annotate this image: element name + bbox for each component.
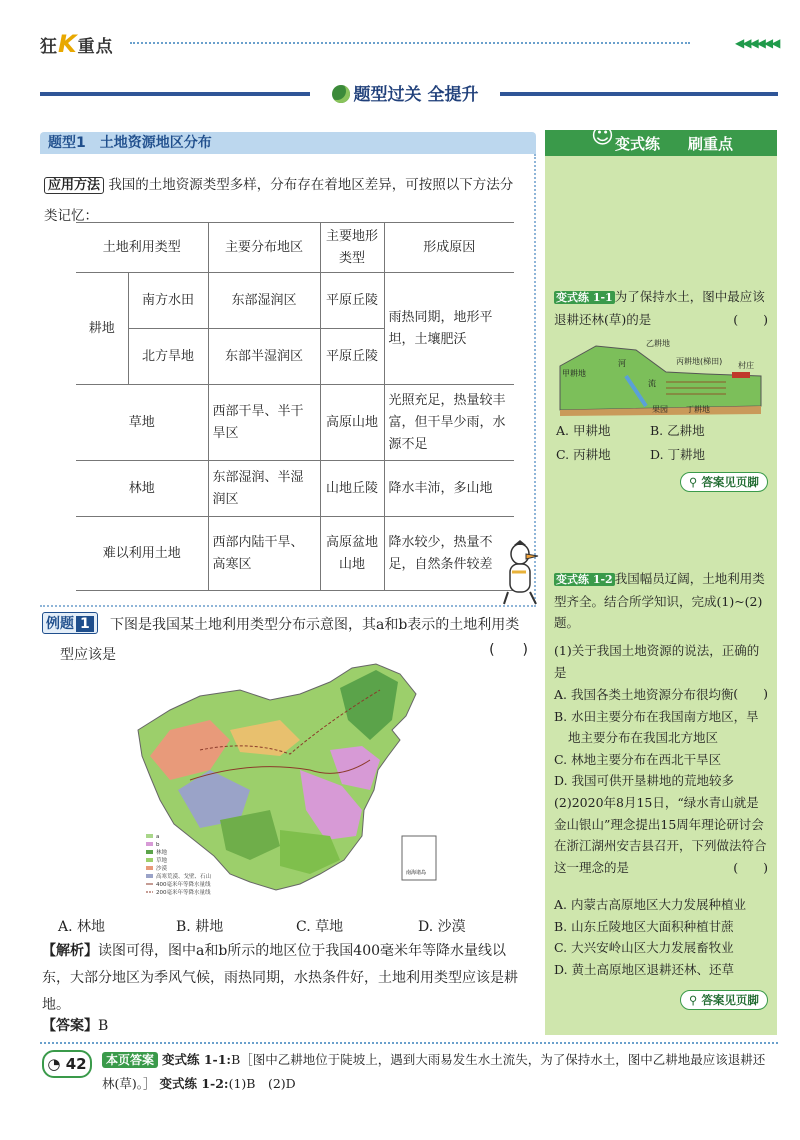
option-a[interactable]: A. 林地 bbox=[58, 919, 106, 935]
option-b[interactable]: B. 耕地 bbox=[176, 919, 224, 935]
legend-item: 草地 bbox=[156, 858, 168, 864]
table-cell: 山地丘陵 bbox=[320, 461, 384, 517]
table-cell: 北方旱地 bbox=[128, 329, 208, 385]
answer-footnote-button[interactable]: ⚲ 答案见页脚 bbox=[680, 472, 768, 492]
q1-option-d[interactable]: D. 丁耕地 bbox=[650, 447, 706, 462]
analysis: 【解析】读图可得，图中a和b所示的地区位于我国400毫米年等降水量线以东，大部分地区为季风气候，雨热同期，水热条件好，土地利用类型应该是耕地。 bbox=[42, 943, 518, 1013]
map-inset-label: 南海诸岛 bbox=[406, 870, 427, 876]
table-cell: 难以利用土地 bbox=[76, 517, 208, 591]
fig-label: 流 bbox=[648, 379, 656, 388]
land-use-map bbox=[130, 660, 475, 906]
table-cell: 光照充足，热量较丰富，但干旱少雨，水源不足 bbox=[384, 385, 514, 461]
table-cell: 东部湿润、半湿润区 bbox=[208, 461, 320, 517]
legend-item: 高寒荒漠、戈壁、石山 bbox=[156, 874, 212, 880]
sub2-options bbox=[554, 894, 768, 980]
table-cell: 西部干旱、半干旱区 bbox=[208, 385, 320, 461]
option-d[interactable]: D. 沙漠 bbox=[418, 919, 466, 935]
table-header-row bbox=[76, 223, 514, 273]
s1-option-d[interactable]: D. 我国可供开垦耕地的荒地较多 bbox=[554, 773, 735, 788]
footer-tag: 本页答案 bbox=[102, 1052, 158, 1068]
s1-option-b[interactable]: B. 水田主要分布在我国南方地区，旱地主要分布在我国北方地区 bbox=[554, 708, 759, 745]
legend-item: 200毫米年等降水量线 bbox=[156, 890, 211, 896]
col-header: 主要分布地区 bbox=[208, 223, 320, 273]
banner-title: 题型过关 全提升 bbox=[322, 80, 488, 106]
s1-option-c[interactable]: C. 林地主要分布在西北干旱区 bbox=[554, 751, 722, 767]
q1-option-c[interactable]: C. 丙耕地 bbox=[556, 447, 611, 462]
table-row bbox=[76, 517, 514, 591]
example-question: 下图是我国某土地利用类型分布示意图，其a和b表示的土地利用类型应该是 bbox=[60, 617, 520, 663]
arrow-icon: ◀◀◀◀◀◀ bbox=[735, 36, 779, 50]
footer-divider bbox=[40, 1042, 778, 1044]
section-title: 题型1 土地资源地区分布 bbox=[40, 132, 536, 154]
table-cell: 林地 bbox=[76, 461, 208, 517]
header-divider bbox=[130, 42, 690, 44]
s2-option-d[interactable]: D. 黄土高原地区退耕还林、还草 bbox=[554, 961, 735, 977]
legend-item: b bbox=[156, 842, 160, 848]
legend-item: 林地 bbox=[156, 850, 168, 856]
method-tag: 应用方法 bbox=[44, 177, 104, 194]
table-cell: 南方水田 bbox=[128, 273, 208, 329]
answer-footnote-button[interactable]: ⚲ 答案见页脚 bbox=[680, 990, 768, 1010]
col-header: 形成原因 bbox=[384, 223, 514, 273]
mascot-illustration bbox=[496, 540, 542, 606]
table-cell: 雨热同期，地形平坦，土壤肥沃 bbox=[384, 273, 514, 385]
page-number: ◔ 42 bbox=[42, 1050, 92, 1078]
brand-logo: 狂K重点 bbox=[40, 30, 114, 58]
col-header: 主要地形类型 bbox=[320, 223, 384, 273]
s2-option-c[interactable]: C. 大兴安岭山区大力发展畜牧业 bbox=[554, 940, 734, 955]
q1-option-a[interactable]: A. 甲耕地 bbox=[556, 423, 611, 438]
banner-rule-left bbox=[40, 92, 310, 96]
s1-option-a[interactable]: A. 我国各类土地资源分布很均衡 bbox=[554, 687, 734, 702]
fig-label: 乙耕地 bbox=[646, 339, 670, 348]
fig-label: 河 bbox=[618, 359, 626, 368]
legend-item: a bbox=[156, 834, 160, 840]
fig-label: 甲耕地 bbox=[562, 369, 586, 378]
answer-paren: ( ) bbox=[489, 642, 528, 658]
table-cell: 降水丰沛，多山地 bbox=[384, 461, 514, 517]
table-cell: 草地 bbox=[76, 385, 208, 461]
table-cell: 东部半湿润区 bbox=[208, 329, 320, 385]
practice-header: ☺ 变式练 刷重点 bbox=[545, 130, 777, 156]
fig-label: 村庄 bbox=[738, 361, 754, 370]
table-cell: 平原丘陵 bbox=[320, 273, 384, 329]
globe-icon bbox=[332, 85, 350, 103]
col-header: 土地利用类型 bbox=[76, 223, 208, 273]
table-row bbox=[76, 273, 514, 329]
table-row bbox=[76, 385, 514, 461]
practice-1-2-sub1: (1)关于我国土地资源的说法，正确的是 ( ) bbox=[554, 643, 768, 701]
q1-option-b[interactable]: B. 乙耕地 bbox=[650, 423, 705, 438]
land-table bbox=[76, 222, 514, 591]
answer: 【答案】B bbox=[42, 1018, 109, 1034]
footer-answers: 本页答案 变式练 1-1:B［图中乙耕地位于陡坡上，遇到大雨易发生水土流失，为了保持水土，图中乙耕地最应该退耕还林(草)。］ 变式练 1-2:(1)B (2)D bbox=[102, 1052, 766, 1091]
fig-label: 丙耕地(梯田) bbox=[676, 357, 723, 366]
s2-option-b[interactable]: B. 山东丘陵地区大面积种植甘蔗 bbox=[554, 918, 734, 934]
legend-item: 400毫米年等降水量线 bbox=[156, 882, 211, 888]
table-cell: 耕地 bbox=[76, 273, 128, 385]
terrain-figure bbox=[556, 336, 766, 416]
practice-1-2-sub2: (2)2020年8月15日，“绿水青山就是金山银山”理念提出15周年理论研讨会在浙江湖州安吉县召开，下列做法符合这一理念的是 ( ) bbox=[554, 795, 768, 875]
table-row bbox=[76, 461, 514, 517]
table-cell: 高原盆地山地 bbox=[320, 517, 384, 591]
practice-1-2: 变式练 1-2 我国幅员辽阔，土地利用类型齐全。结合所学知识，完成(1)~(2)题。 bbox=[554, 571, 765, 630]
student-icon: ☺ bbox=[591, 124, 614, 149]
fig-label: 果园 bbox=[652, 405, 668, 414]
table-cell: 平原丘陵 bbox=[320, 329, 384, 385]
fig-label: 丁耕地 bbox=[686, 405, 710, 414]
table-cell: 高原山地 bbox=[320, 385, 384, 461]
table-cell: 降水较少，热量不足，自然条件较差 bbox=[384, 517, 514, 591]
practice-1-1: 变式练 1-1 为了保持水土，图中最应该退耕还林(草)的是 ( ) bbox=[554, 289, 768, 327]
option-c[interactable]: C. 草地 bbox=[296, 919, 344, 935]
table-cell: 东部湿润区 bbox=[208, 273, 320, 329]
example-tag: 例题 1 bbox=[42, 612, 98, 634]
table-cell: 西部内陆干旱、高寒区 bbox=[208, 517, 320, 591]
s2-option-a[interactable]: A. 内蒙古高原地区大力发展种植业 bbox=[554, 897, 746, 912]
banner-rule-right bbox=[500, 92, 778, 96]
intro-text: 我国的土地资源类型多样，分布存在着地区差异，可按照以下方法分类记忆： bbox=[44, 177, 514, 224]
sub1-options bbox=[554, 684, 768, 792]
legend-item: 沙漠 bbox=[156, 866, 168, 872]
